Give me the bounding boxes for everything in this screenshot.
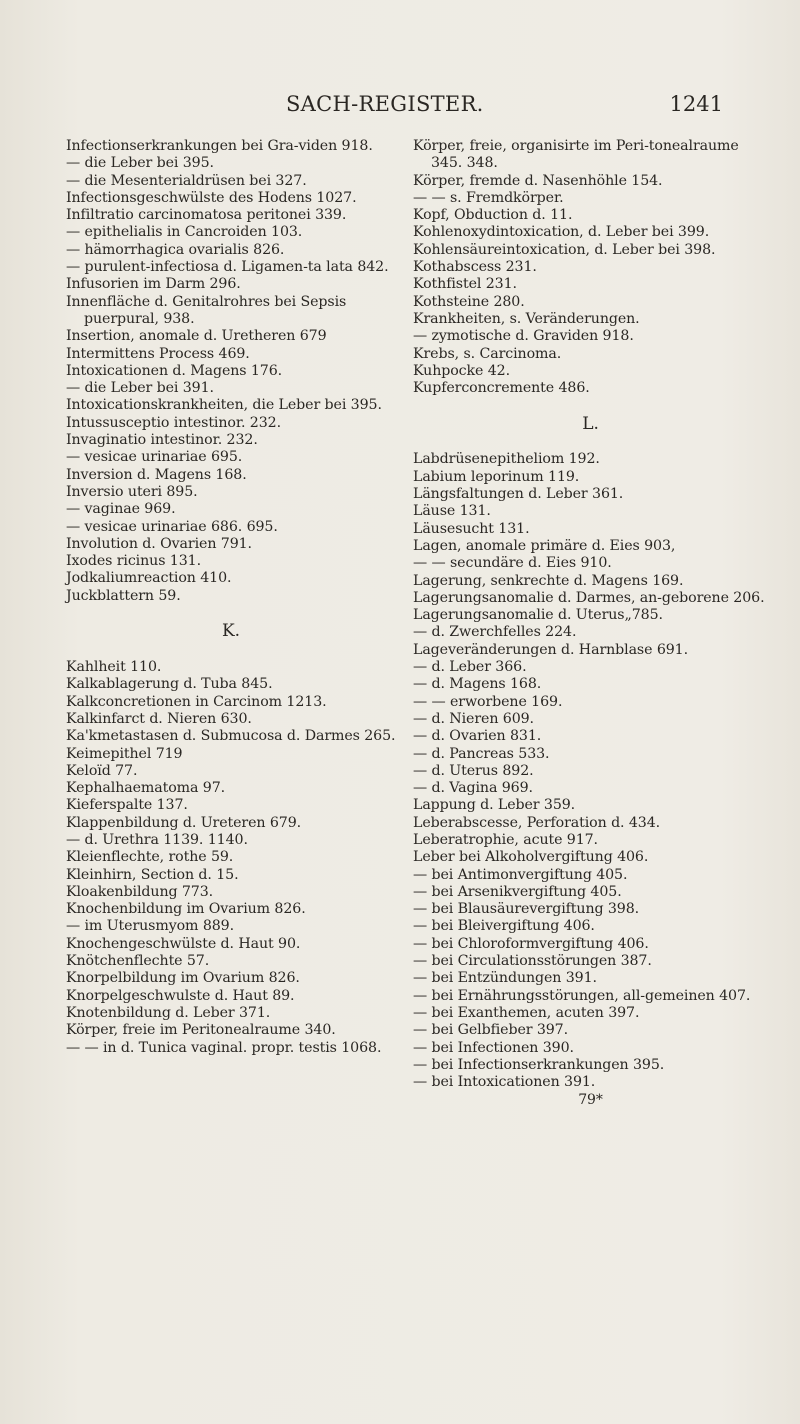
index-entry: Intoxicationen d. Magens 176. (66, 362, 283, 379)
index-entry: Kalkconcretionen in Carcinom 1213. (66, 693, 327, 710)
entries-k (66, 659, 396, 1057)
index-entry: — — in d. Tunica vaginal. propr. testis 1068. (66, 1039, 382, 1056)
index-entry: — d. Leber 366. (413, 659, 527, 676)
index-entry: — d. Pancreas 533. (413, 745, 550, 762)
page-header (0, 92, 800, 124)
index-entry: — bei Exanthemen, acuten 397. (413, 1004, 640, 1021)
index-entry: — bei Chloroformvergiftung 406. (413, 935, 649, 952)
index-entry: Kalkinfarct d. Nieren 630. (66, 710, 252, 727)
index-entry: — d. Ovarien 831. (413, 728, 542, 745)
index-entry: Leberatrophie, acute 917. (413, 831, 598, 848)
index-entry: — zymotische d. Graviden 918. (413, 328, 634, 345)
index-entry: Infusorien im Darm 296. (66, 276, 241, 293)
index-entry: Kleinhirn, Section d. 15. (66, 866, 239, 883)
index-entry: Lagen, anomale primäre d. Eies 903, (413, 537, 676, 554)
index-entry: Läusesucht 131. (413, 520, 530, 537)
index-entry: Knorpelgeschwulste d. Haut 89. (66, 987, 295, 1004)
running-title: SACH-REGISTER. (286, 92, 484, 116)
index-entry: Lappung d. Leber 359. (413, 797, 576, 814)
index-entry: Involution d. Ovarien 791. (66, 535, 252, 552)
index-entry: Labium leporinum 119. (413, 468, 580, 485)
index-entry: Kupferconcremente 486. (413, 380, 590, 397)
entries-k-continued (413, 138, 768, 397)
index-entry: Knorpelbildung im Ovarium 826. (66, 970, 300, 987)
index-entry: — bei Gelbfieber 397. (413, 1022, 569, 1039)
index-entry: — bei Infectionen 390. (413, 1039, 574, 1056)
index-entry: — vaginae 969. (66, 501, 176, 518)
index-entry: — vesicae urinariae 695. (66, 449, 243, 466)
index-entry: Läuse 131. (413, 503, 491, 520)
index-entry: Innenfläche d. Genitalrohres bei Sepsis puerpural, 938. (66, 293, 347, 327)
index-entry: — d. Magens 168. (413, 676, 542, 693)
index-entry: Insertion, anomale d. Uretheren 679 (66, 328, 327, 345)
index-entry: — die Leber bei 391. (66, 380, 214, 397)
index-entry: Lagerung, senkrechte d. Magens 169. (413, 572, 684, 589)
index-entry: Knochengeschwülste d. Haut 90. (66, 935, 301, 952)
index-entry: Körper, freie im Peritonealraume 340. (66, 1022, 336, 1039)
index-entry: Kohlensäureintoxication, d. Leber bei 398. (413, 241, 716, 258)
index-entry: Leberabscesse, Perforation d. 434. (413, 814, 661, 831)
index-entry: Krebs, s. Carcinoma. (413, 345, 562, 362)
index-entry: Kieferspalte 137. (66, 797, 188, 814)
index-entry: Invaginatio intestinor. 232. (66, 432, 258, 449)
index-entry: — bei Blausäurevergiftung 398. (413, 901, 640, 918)
index-entry: Juckblattern 59. (66, 587, 181, 604)
index-entry: Kahlheit 110. (66, 659, 162, 676)
index-entry: — bei Infectionserkrankungen 395. (413, 1056, 665, 1073)
left-column (66, 138, 396, 1057)
section-letter-l: L. (582, 414, 599, 435)
index-entry: Labdrüsenepitheliom 192. (413, 451, 600, 468)
entries-l (413, 451, 768, 1091)
index-entry: — d. Vagina 969. (413, 780, 533, 797)
index-entry: Keloïd 77. (66, 762, 138, 779)
index-entry: Intussusceptio intestinor. 232. (66, 414, 281, 431)
index-entry: Intermittens Process 469. (66, 345, 250, 362)
index-entry: Krankheiten, s. Veränderungen. (413, 310, 640, 327)
index-entry: — die Leber bei 395. (66, 155, 214, 172)
index-entry: Lagerungsanomalie d. Uterus„785. (413, 607, 663, 624)
index-entry: Körper, fremde d. Nasenhöhle 154. (413, 172, 663, 189)
index-entry: Infectionserkrankungen bei Gra-viden 918. (66, 138, 373, 154)
index-entry: — bei Intoxicationen 391. (413, 1074, 596, 1091)
index-entry: — im Uterusmyom 889. (66, 918, 235, 935)
index-entry: Jodkaliumreaction 410. (66, 570, 232, 587)
index-entry: Kephalhaematoma 97. (66, 780, 226, 797)
index-entry: Klappenbildung d. Ureteren 679. (66, 814, 302, 831)
right-column (413, 138, 768, 1110)
page-number: 1241 (669, 92, 723, 116)
index-entry: Körper, freie, organisirte im Peri-tonealraume 345. 348. (413, 138, 739, 172)
index-entry: Intoxicationskrankheiten, die Leber bei 395. (66, 397, 382, 414)
index-entry: — bei Antimonvergiftung 405. (413, 866, 628, 883)
index-entry: Kothsteine 280. (413, 293, 525, 310)
index-entry: Knotenbildung d. Leber 371. (66, 1004, 271, 1021)
index-entry: Kohlenoxydintoxication, d. Leber bei 399. (413, 224, 710, 241)
index-entry: — — s. Fremdkörper. (413, 189, 564, 206)
index-entry: — bei Circulationsstörungen 387. (413, 953, 652, 970)
index-entry: Inversion d. Magens 168. (66, 466, 247, 483)
index-entry: Inversio uteri 895. (66, 483, 198, 500)
index-entry: — d. Urethra 1139. 1140. (66, 831, 248, 848)
index-entry: Kuhpocke 42. (413, 362, 510, 379)
index-entry: Kopf, Obduction d. 11. (413, 207, 573, 224)
index-entry: Kothabscess 231. (413, 259, 537, 276)
index-entry: Knochenbildung im Ovarium 826. (66, 901, 306, 918)
entries-i-j (66, 138, 396, 605)
index-entry: — hämorrhagica ovarialis 826. (66, 241, 285, 258)
index-entry: Infiltratio carcinomatosa peritonei 339. (66, 207, 347, 224)
index-entry: — bei Ernährungsstörungen, all-gemeinen 407. (413, 987, 751, 1004)
index-entry: Leber bei Alkoholvergiftung 406. (413, 849, 649, 866)
index-entry: — bei Arsenikvergiftung 405. (413, 883, 622, 900)
index-entry: Knötchenflechte 57. (66, 953, 210, 970)
index-entry: Infectionsgeschwülste des Hodens 1027. (66, 189, 357, 206)
index-entry: — d. Zwerchfelles 224. (413, 624, 577, 641)
index-entry: Lagerungsanomalie d. Darmes, an-geborene 206. (413, 589, 765, 606)
index-entry: Längsfaltungen d. Leber 361. (413, 486, 624, 503)
index-entry: Kloakenbildung 773. (66, 883, 214, 900)
index-entry: Ixodes ricinus 131. (66, 553, 201, 570)
index-entry: Kalkablagerung d. Tuba 845. (66, 676, 273, 693)
index-entry: — die Mesenterialdrüsen bei 327. (66, 172, 307, 189)
index-entry: Kleienflechte, rothe 59. (66, 849, 234, 866)
section-letter-k: K. (222, 621, 240, 642)
index-entry: — — secundäre d. Eies 910. (413, 555, 612, 572)
index-entry: — d. Nieren 609. (413, 710, 534, 727)
index-entry: — d. Uterus 892. (413, 762, 534, 779)
index-entry: Ka'kmetastasen d. Submucosa d. Darmes 265. (66, 728, 396, 745)
index-entry: Kothfistel 231. (413, 276, 517, 293)
index-entry: Keimepithel 719 (66, 745, 183, 762)
signature-mark: 79* (578, 1092, 603, 1109)
index-entry: — vesicae urinariae 686. 695. (66, 518, 278, 535)
index-entry: — bei Entzündungen 391. (413, 970, 597, 987)
index-entry: — epithelialis in Cancroiden 103. (66, 224, 303, 241)
index-entry: — — erworbene 169. (413, 693, 563, 710)
index-entry: — purulent-infectiosa d. Ligamen-ta lata 842. (66, 259, 389, 276)
index-entry: — bei Bleivergiftung 406. (413, 918, 595, 935)
index-entry: Lageveränderungen d. Harnblase 691. (413, 641, 689, 658)
